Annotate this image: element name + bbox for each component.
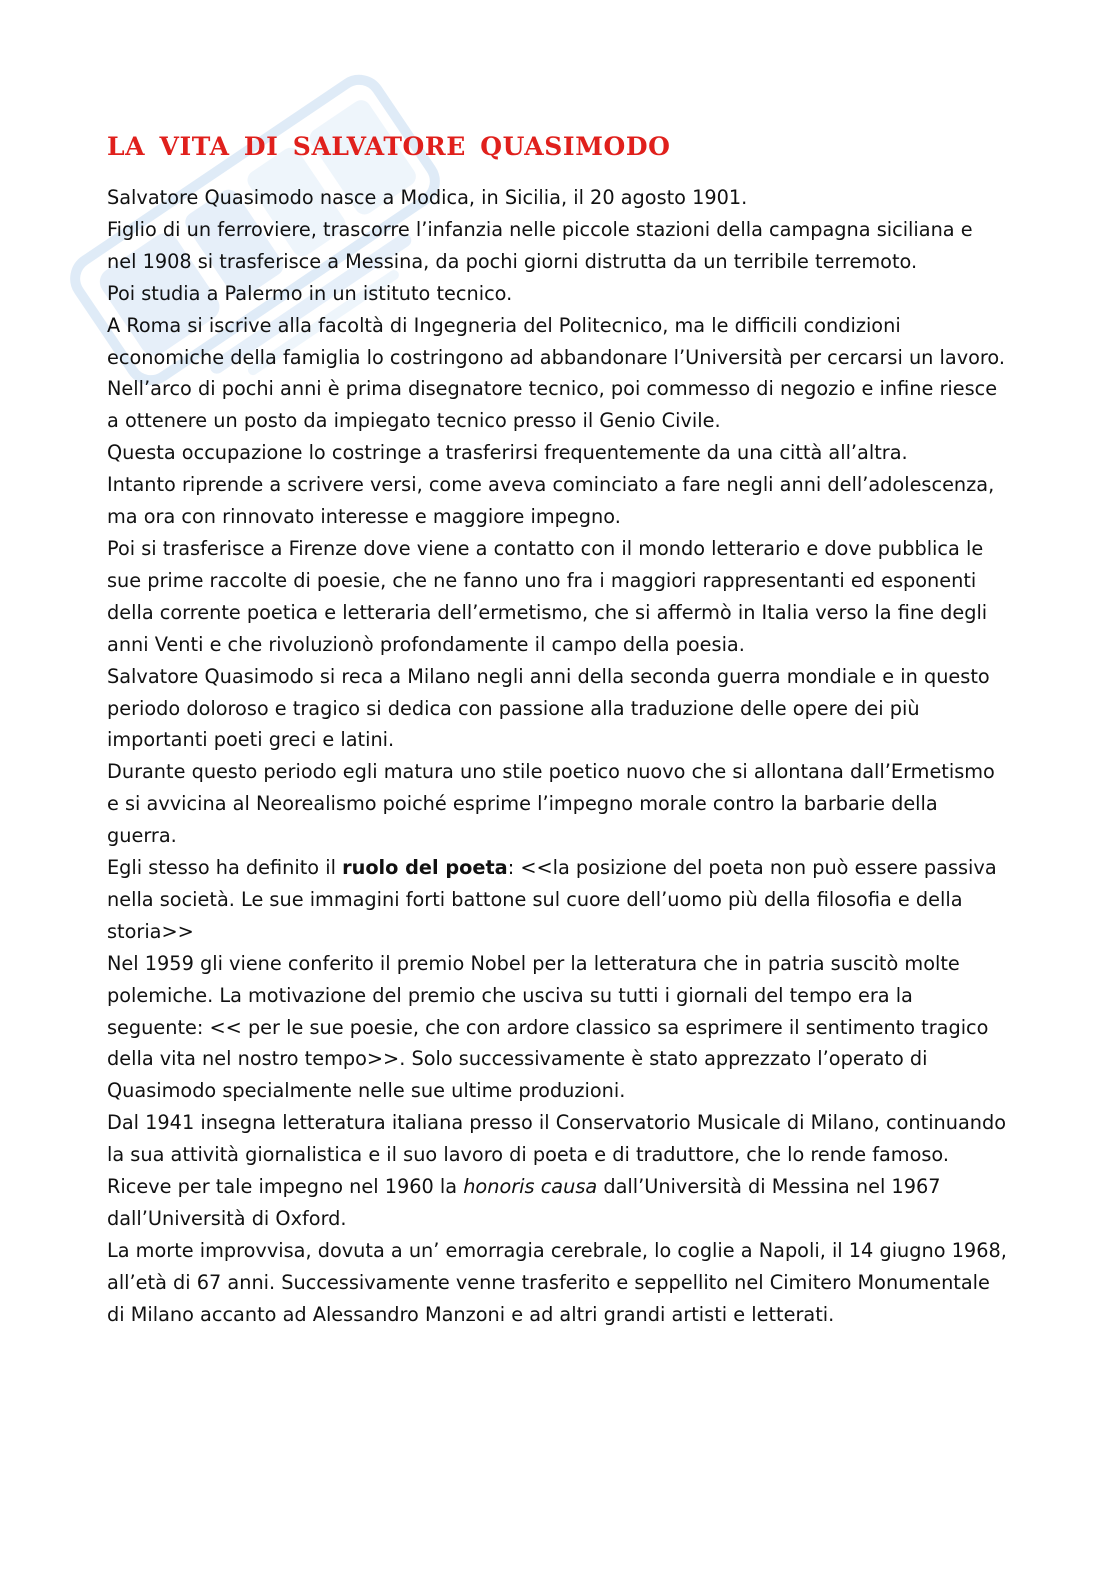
page-title: LA VITA DI SALVATORE QUASIMODO: [107, 132, 671, 161]
paragraph-death: La morte improvvisa, dovuta a un’ emorragia cerebrale, lo coglie a Napoli, il 14 giugno 1968, all’età di 67 anni. Successivamente venne trasferito e seppellito nel Cimitero Monumentale di Milano accanto ad Alessandro Manzoni e ad altri grandi artisti e letterati.: [107, 1238, 1007, 1326]
paragraph-jobs: Nell’arco di pochi anni è prima disegnatore tecnico, poi commesso di negozio e infine riesce a ottenere un posto da impiegato tecnico presso il Genio Civile.: [107, 377, 998, 433]
paragraph-florence: Poi si trasferisce a Firenze dove viene a contatto con il mondo letterario e dove pubblica le sue prime raccolte di poesie, che ne fanno uno fra i maggiori rappresentanti ed esponenti della corrente poetica e letteraria dell’ermetismo, che si affermò in Italia verso la fine degli anni Venti e che rivoluzionò profondamente il campo della poesia.: [107, 536, 988, 656]
paragraph-travels: Questa occupazione lo costringe a trasferirsi frequentemente da una città all’altra.: [107, 441, 908, 465]
poet-role-before: Egli stesso ha definito il: [107, 856, 343, 880]
teaching-italic: honoris causa: [463, 1175, 598, 1199]
paragraph-milan: Salvatore Quasimodo si reca a Milano negli anni della seconda guerra mondiale e in questo periodo doloroso e tragico si dedica con passione alla traduzione delle opere dei più importanti poeti greci e latini.: [107, 664, 990, 752]
document-body: [107, 182, 1007, 1331]
teaching-after: dall’Università di Messina nel 1967 dall’Università di Oxford.: [107, 1175, 941, 1230]
paragraph-birth: Salvatore Quasimodo nasce a Modica, in Sicilia, il 20 agosto 1901.: [107, 186, 748, 209]
teaching-before: Dal 1941 insegna letteratura italiana presso il Conservatorio Musicale di Milano, continuando la sua attività giornalistica e il suo lavoro di poeta e di traduttore, che lo rende famoso. Riceve per tale impegno nel 1960 la: [107, 1111, 1007, 1199]
poet-role-bold: ruolo del poeta: [342, 856, 508, 880]
paragraph-palermo: Poi studia a Palermo in un istituto tecnico.: [107, 281, 513, 305]
poet-role-after: : <<la posizione del poeta non può essere passiva nella società. Le sue immagini forti battone sul cuore dell’uomo più della filosofia e della storia>>: [107, 856, 997, 943]
paragraph-poet-role: [107, 852, 1007, 948]
paragraph-rome: A Roma si iscrive alla facoltà di Ingegneria del Politecnico, ma le difficili condizioni economiche della famiglia lo costringono ad abbandonare l’Università per cercarsi un lavoro.: [107, 313, 1005, 369]
paragraph-nobel: Nel 1959 gli viene conferito il premio Nobel per la letteratura che in patria suscitò molte polemiche. La motivazione del premio che usciva su tutti i giornali del tempo era la seguente: << per le sue poesie, che con ardore classico sa esprimere il sentimento tragico della vita nel nostro tempo>>. Solo successivamente è stato apprezzato l’operato di Quasimodo specialmente nelle sue ultime produzioni.: [107, 951, 989, 1103]
paragraph-teaching: [107, 1107, 1007, 1235]
paragraph-childhood: Figlio di un ferroviere, trascorre l’infanzia nelle piccole stazioni della campagna siciliana e nel 1908 si trasferisce a Messina, da pochi giorni distrutta da un terribile terremoto.: [107, 217, 973, 273]
paragraph-neorealism: Durante questo periodo egli matura uno stile poetico nuovo che si allontana dall’Ermetismo e si avvicina al Neorealismo poiché esprime l’impegno morale contro la barbarie della guerra.: [107, 760, 995, 848]
document-page: [107, 130, 1007, 1331]
paragraph-verses: Intanto riprende a scrivere versi, come aveva cominciato a fare negli anni dell’adolescenza, ma ora con rinnovato interesse e maggiore impegno.: [107, 473, 995, 529]
